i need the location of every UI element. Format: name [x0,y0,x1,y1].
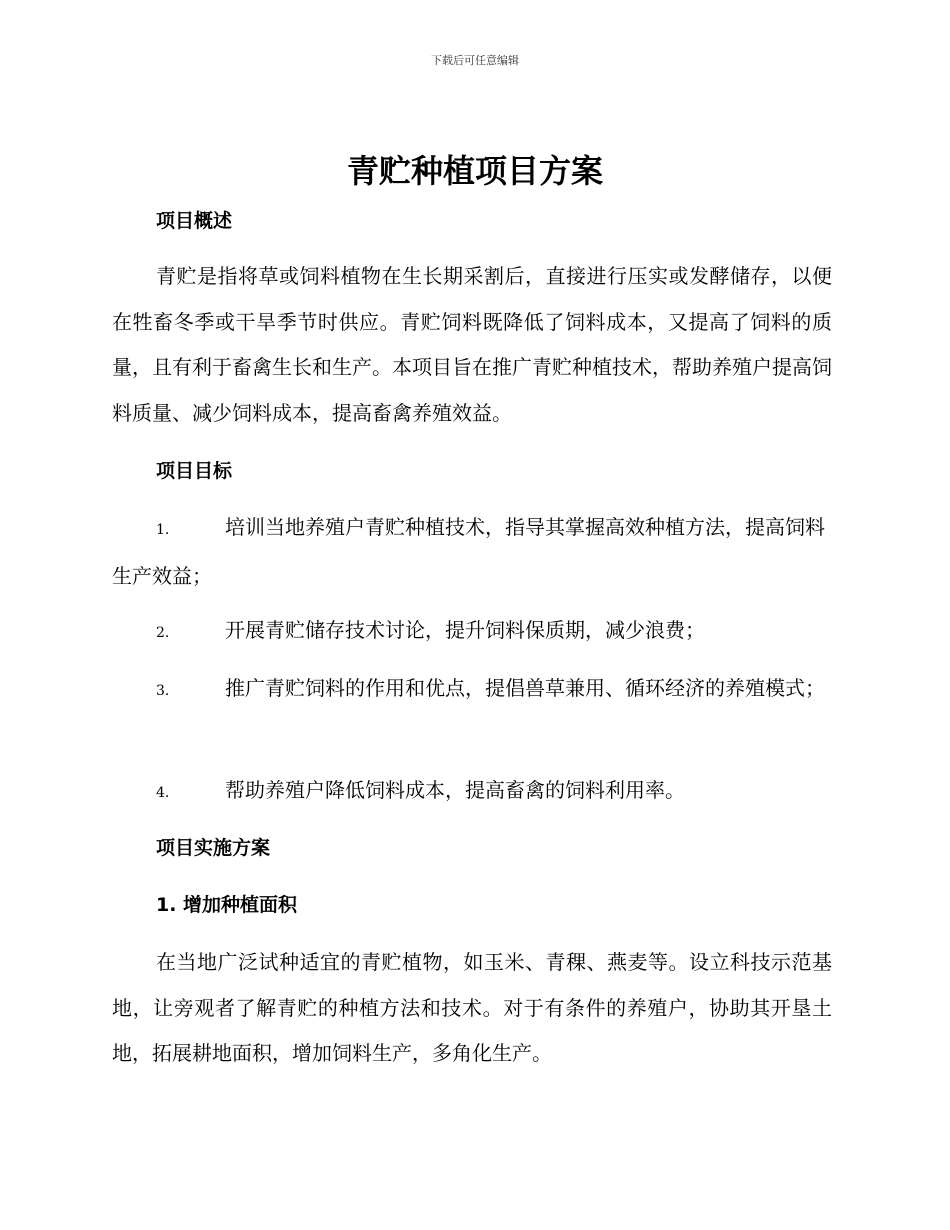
page-header-note: 下载后可任意编辑 [431,54,519,67]
goal-number: 1. [156,522,170,538]
document-title: 青贮种植项目方案 [346,152,603,190]
goal-list-item [112,505,832,599]
goal-number: 4. [156,785,170,801]
plan-paragraph: 在当地广泛试种适宜的青贮植物，如玉米、青稞、燕麦等。设立科技示范基地，让旁观者了解青贮的种植方法和技术。对于有条件的养殖户，协助其开垦土地，拓展耕地面积，增加饲料生产，多角化生产。 [112,950,832,1065]
goal-text: 培训当地养殖户青贮种植技术，指导其掌握高效种植方法，提高饲料生产效益； [112,515,825,588]
goal-list-item [112,768,832,817]
section-heading-plan: 项目实施方案 [156,837,271,859]
goal-text: 帮助养殖户降低饲料成本，提高畜禽的饲料利用率。 [225,778,685,802]
overview-paragraph: 青贮是指将草或饲料植物在生长期采割后，直接进行压实或发酵储存，以便在牲畜冬季或干旱季节时供应。青贮饲料既降低了饲料成本，又提高了饲料的质量，且有利于畜禽生长和生产。本项目旨在推广青贮种植技术，帮助养殖户提高饲料质量、减少饲料成本，提高畜禽养殖效益。 [112,264,832,425]
goal-list-item [112,608,832,657]
goal-text: 推广青贮饲料的作用和优点，提倡兽草兼用、循环经济的养殖模式； [225,676,825,700]
goal-list-item [112,666,832,715]
goal-number: 3. [156,683,170,699]
goal-text: 开展青贮储存技术讨论，提升饲料保质期，减少浪费； [225,618,705,642]
section-heading-goals: 项目目标 [156,460,233,482]
goal-number: 2. [156,625,170,641]
section-heading-overview: 项目概述 [156,210,233,232]
subsection-heading-area: 1. 增加种植面积 [156,894,298,916]
